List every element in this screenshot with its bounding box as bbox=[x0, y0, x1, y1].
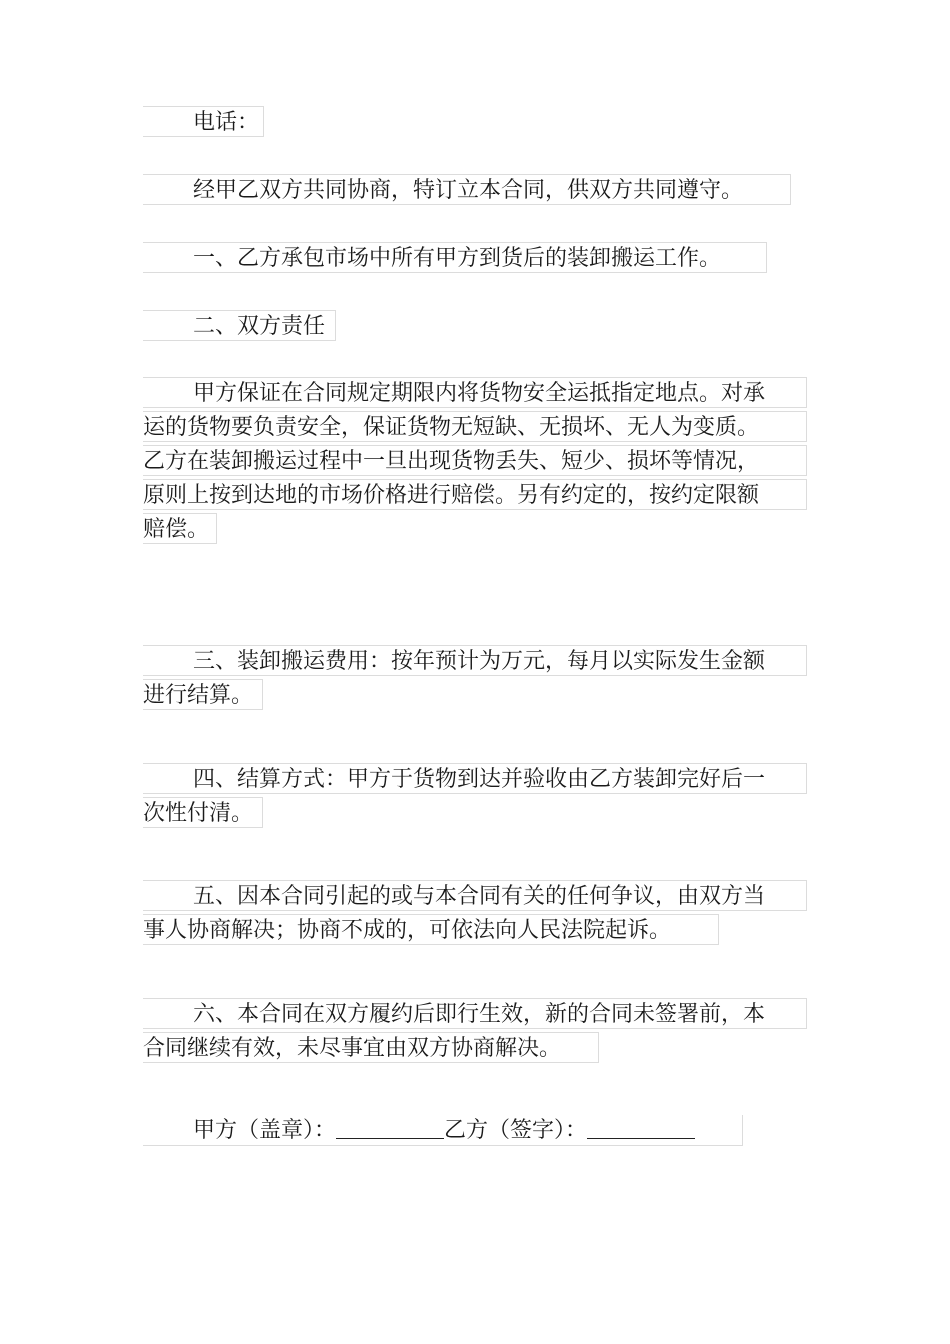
party-b-signature-blank[interactable] bbox=[587, 1116, 695, 1139]
paragraph-line: 四、结算方式：甲方于货物到达并验收由乙方装卸完好后一 bbox=[143, 763, 807, 794]
paragraph-line: 赔偿。 bbox=[143, 513, 217, 544]
paragraph-line: 五、因本合同引起的或与本合同有关的任何争议，由双方当 bbox=[143, 880, 807, 911]
paragraph-line: 事人协商解决；协商不成的，可依法向人民法院起诉。 bbox=[143, 914, 719, 945]
clause-1 bbox=[143, 242, 809, 276]
paragraph-line: 三、装卸搬运费用：按年预计为万元，每月以实际发生金额 bbox=[143, 645, 807, 676]
party-b-label: 乙方（签字）： bbox=[444, 1118, 588, 1143]
phone-paragraph bbox=[143, 106, 809, 140]
clause-5 bbox=[143, 880, 809, 948]
paragraph-line: 乙方在装卸搬运过程中一旦出现货物丢失、短少、损坏等情况， bbox=[143, 445, 807, 476]
clause-4 bbox=[143, 763, 809, 831]
party-a-label: 甲方（盖章）： bbox=[193, 1118, 337, 1143]
clause-2-heading bbox=[143, 310, 809, 344]
clause-6 bbox=[143, 998, 809, 1066]
responsibility-paragraph bbox=[143, 377, 809, 547]
paragraph-line: 二、双方责任 bbox=[143, 310, 336, 341]
paragraph-line: 六、本合同在双方履约后即行生效，新的合同未签署前，本 bbox=[143, 998, 807, 1029]
paragraph-line: 原则上按到达地的市场价格进行赔偿。另有约定的，按约定限额 bbox=[143, 479, 807, 510]
paragraph-line: 一、乙方承包市场中所有甲方到货后的装卸搬运工作。 bbox=[143, 242, 767, 273]
paragraph-line: 进行结算。 bbox=[143, 679, 263, 710]
party-a-signature-blank[interactable] bbox=[336, 1116, 444, 1139]
paragraph-line: 甲方保证在合同规定期限内将货物安全运抵指定地点。对承 bbox=[143, 377, 807, 408]
paragraph-line: 经甲乙双方共同协商，特订立本合同，供双方共同遵守。 bbox=[143, 174, 791, 205]
clause-3 bbox=[143, 645, 809, 713]
paragraph-line: 次性付清。 bbox=[143, 797, 263, 828]
phone-label: 电话： bbox=[143, 106, 264, 137]
paragraph-line: 运的货物要负责安全，保证货物无短缺、无损坏、无人为变质。 bbox=[143, 411, 807, 442]
signature-block bbox=[143, 1115, 809, 1146]
intro-paragraph bbox=[143, 174, 809, 208]
signature-line bbox=[143, 1115, 743, 1146]
paragraph-line: 合同继续有效，未尽事宜由双方协商解决。 bbox=[143, 1032, 599, 1063]
